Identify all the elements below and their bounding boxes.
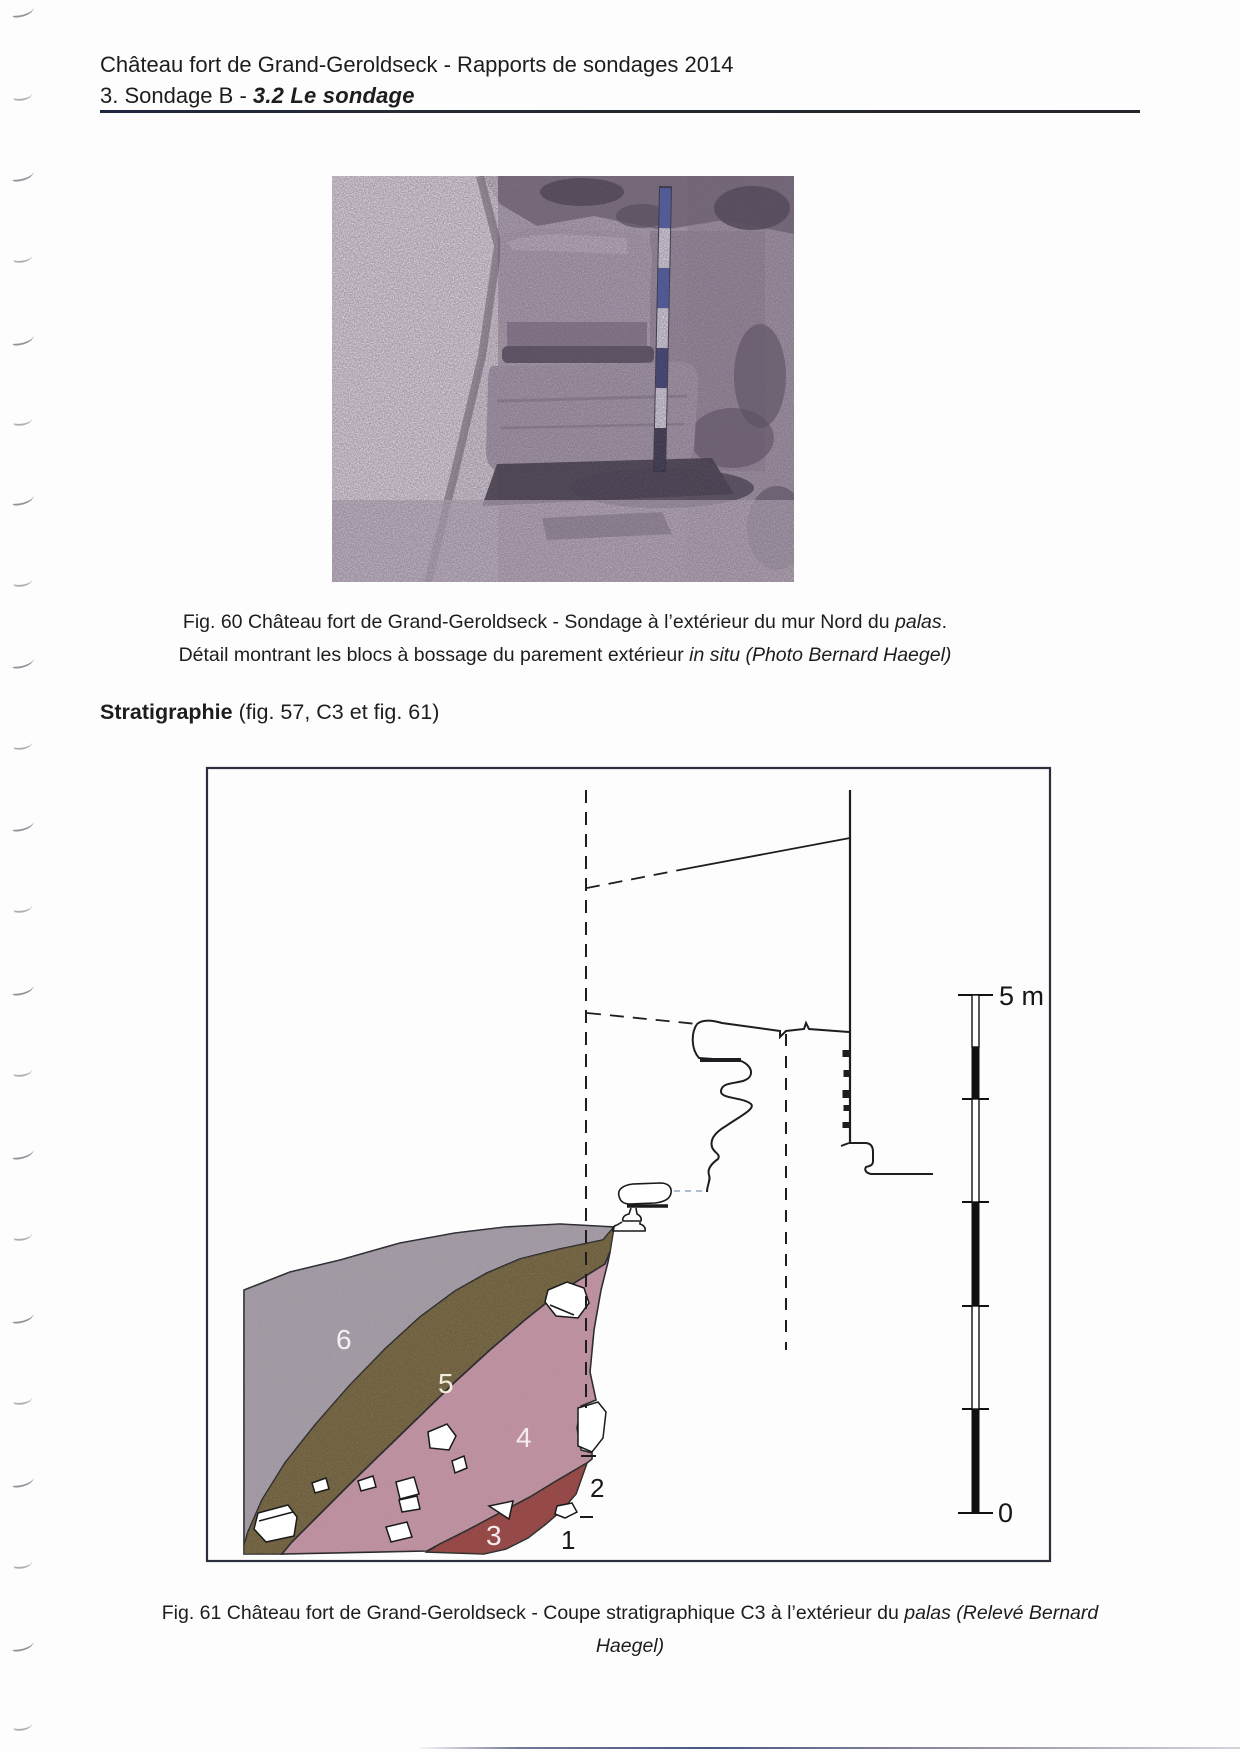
fig60-caption-credit: in situ (Photo Bernard Haegel)	[689, 644, 952, 666]
fig61-caption	[130, 1597, 1130, 1663]
stratigraphie-refs: (fig. 57, C3 et fig. 61)	[232, 700, 440, 724]
scan-edge-line	[420, 1747, 1240, 1749]
level-line-dashed	[587, 1013, 697, 1024]
fallen-slab	[613, 1183, 705, 1231]
fig61-diagram	[205, 766, 1052, 1565]
report-title: Château fort de Grand-Geroldseck - Rapports de sondages 2014	[100, 52, 734, 77]
margin-scan-mark	[13, 252, 32, 264]
scale-top-label: 5 m	[999, 981, 1045, 1011]
margin-scan-mark	[13, 1230, 32, 1242]
excavation-photo	[332, 176, 794, 582]
fig60-caption	[105, 606, 1025, 672]
fig61-figure	[205, 766, 1052, 1565]
fig60-caption-line2	[105, 639, 1025, 672]
margin-scan-mark	[11, 1475, 34, 1488]
margin-scan-mark	[11, 169, 34, 182]
fig60-caption-period: .	[941, 611, 948, 633]
slope-line-dashed	[587, 868, 690, 888]
margin-scan-mark	[11, 1147, 34, 1160]
margin-scan-mark	[13, 1394, 32, 1406]
layer-label-4: 4	[516, 1422, 532, 1453]
layer-label-6: 6	[336, 1324, 352, 1355]
wall-footing	[841, 1143, 933, 1174]
fig60-caption-text: Fig. 60 Château fort de Grand-Geroldseck - Sondage à l’extérieur du mur Nord du	[182, 611, 896, 633]
layer-label-2: 2	[590, 1473, 605, 1503]
fig60-caption-palas: palas	[895, 611, 942, 633]
margin-scan-mark	[13, 576, 32, 588]
margin-scan-mark	[11, 493, 34, 506]
margin-scan-mark	[13, 415, 32, 427]
scale-zero-label: 0	[998, 1498, 1014, 1528]
layer-label-3: 3	[486, 1520, 502, 1551]
margin-scan-mark	[11, 983, 34, 996]
margin-scan-mark	[13, 902, 32, 914]
wall-eroded-face	[693, 1024, 752, 1192]
section-breadcrumb	[100, 82, 1160, 110]
fig60-caption-line1	[105, 606, 1025, 639]
stratigraphie-heading	[100, 700, 439, 725]
fig61-caption-credit: palas (Relevé Bernard Haegel)	[595, 1602, 1099, 1657]
margin-scan-mark	[13, 1720, 32, 1732]
page-header	[100, 50, 1160, 110]
margin-scan-mark	[13, 1558, 32, 1570]
section-number: 3. Sondage B -	[100, 83, 253, 108]
stratigraphie-word: Stratigraphie	[100, 700, 233, 724]
header-rule	[100, 110, 1140, 113]
margin-scan-mark	[11, 1639, 34, 1652]
margin-scan-mark	[11, 5, 34, 18]
margin-scan-mark	[11, 656, 34, 669]
wall-joints	[843, 1050, 850, 1128]
margin-marks	[0, 0, 60, 1753]
slope-line-solid	[690, 838, 850, 868]
fig60-caption-detail: Détail montrant les blocs à bossage du parement extérieur	[178, 644, 690, 666]
margin-scan-mark	[11, 1311, 34, 1324]
margin-scan-mark	[13, 90, 32, 102]
layer-label-1: 1	[561, 1525, 576, 1555]
wall-top-edge	[697, 1021, 849, 1038]
section-lines	[586, 790, 850, 1408]
margin-scan-mark	[11, 819, 34, 832]
fig60-photo	[332, 176, 794, 582]
margin-scan-mark	[13, 1066, 32, 1078]
margin-scan-mark	[11, 333, 34, 346]
fig61-caption-text: Fig. 61 Château fort de Grand-Geroldseck - Coupe stratigraphique C3 à l’extérieur du	[161, 1602, 905, 1624]
palas-wall-profile	[693, 1021, 933, 1193]
scale-bar	[958, 981, 1044, 1528]
subsection-title: 3.2 Le sondage	[252, 83, 415, 108]
margin-scan-mark	[13, 739, 32, 751]
layer-label-5: 5	[438, 1368, 454, 1399]
